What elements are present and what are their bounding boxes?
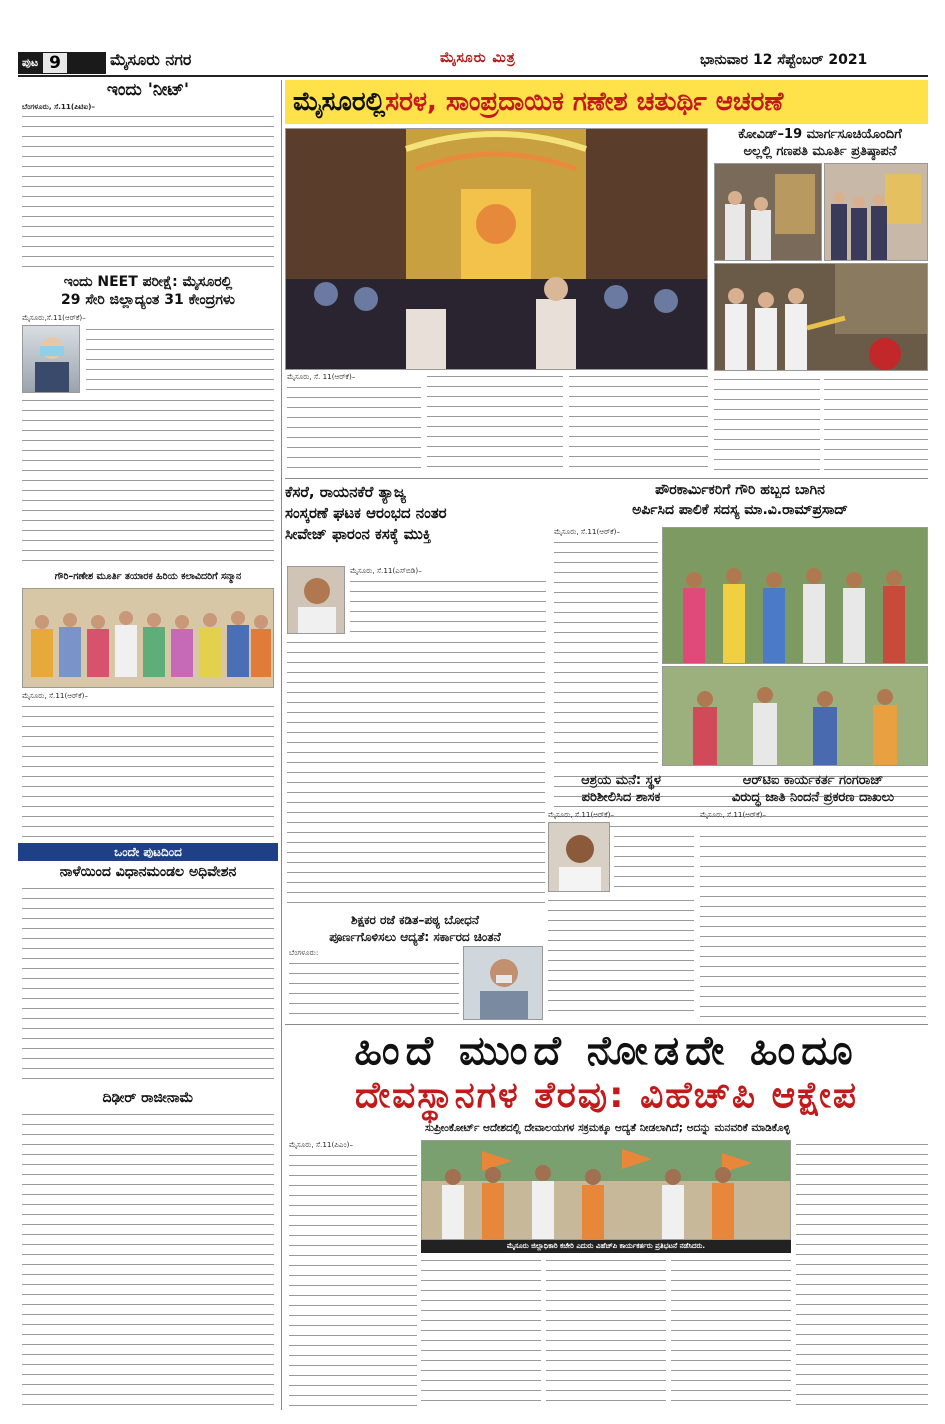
vhp-headline-1: ಹಿಂದೆ ಮುಂದೆ ನೋಡದೇ ಹಿಂದೂ [354,1028,859,1074]
teacher-photo-portrait [464,947,543,1020]
covid-photo-1-scene [715,164,822,261]
covid-headline-1: ಕೋವಿಡ್–19 ಮಾರ್ಗಸೂಚಿಯೊಂದಿಗೆ [738,127,902,142]
covid-photo-2 [824,163,928,261]
vhp-headline-2: ದೇವಸ್ಥಾನಗಳ ತೆರವು: ವಿಹೆಚ್‌ಪಿ ಆಕ್ಷೇಪ [355,1075,858,1116]
pourakarmika-photo-1-scene [663,528,928,664]
vhp-body-2 [421,1256,541,1410]
session-headline: ನಾಳೆಯಿಂದ ವಿಧಾನಮಂಡಲ ಅಧಿವೇಶನ [59,864,237,880]
pourakarmika-photo-2-scene [663,667,928,766]
gauri-headline: ಗೌರಿ–ಗಣೇಶ ಮೂರ್ತಿ ತಯಾರಕ ಹಿರಿಯ ಕಲಾವಿದರಿಗೆ ಸನ್ಮಾನ [54,571,242,582]
kesare-headline-3: ಸೀವೇಜ್ ಫಾರಂನ ಕಸಕ್ಕೆ ಮುಕ್ತಿ [285,525,432,543]
rti-headline-1: ಆರ್‌ಟಿಐ ಕಾರ್ಯಕರ್ತ ಗಂಗರಾಜ್ [742,773,884,788]
pourakarmika-body [554,538,658,664]
covid-body-2 [824,375,928,475]
column-divider [281,80,282,1410]
kesare-body [287,638,545,908]
lead-body-3 [569,372,708,475]
pourakarmika-body-2 [554,668,658,768]
rti-headline-2: ವಿರುದ್ಧ ಜಾತಿ ನಿಂದನೆ ಪ್ರಕರಣ ದಾಖಲು [731,790,895,805]
vhp-subhead: ಸುಪ್ರೀಂಕೋರ್ಟ್ ಆದೇಶದಲ್ಲಿ ದೇವಾಲಯಗಳ ಸಕ್ರಮಕ್ಕೂ ಆದ್ಯತೆ ನೀಡಲಾಗಿದೆ; ಅದನ್ನು ಮನವರಿಕೆ ಮಾಡಿಕೊಳ್ಳಿ [425,1122,790,1134]
lead-body-2 [427,372,563,475]
ashraya-headline-1: ಆಶ್ರಯ ಮನೆ: ಸ್ಥಳ [581,773,661,788]
resign-body [22,1110,274,1410]
covid-headline-2: ಅಲ್ಲಲ್ಲಿ ಗಣಪತಿ ಮೂರ್ತಿ ಪ್ರತಿಷ್ಠಾಪನೆ [743,144,897,159]
neet-article-body [22,112,274,272]
kesare-photo-portrait [288,567,345,634]
teacher-photo [463,946,543,1020]
vhp-photo-scene [422,1141,791,1240]
kesare-headline-2: ಸಂಸ್ಕರಣೆ ಘಟಕ ಆರಂಭದ ನಂತರ [285,504,447,522]
neet-byline: ಬೆಂಗಳೂರು, ಸೆ.11(ಪಿಟಿಐ)– [22,102,96,111]
neet-article [22,102,274,272]
lead-headline [285,80,928,124]
section-divider-1 [285,478,928,479]
header-rule [18,75,928,77]
lead-photo [285,128,708,370]
resign-headline: ದಿಢೀರ್ ರಾಜೀನಾಮೆ [102,1090,194,1106]
teacher-byline: ಬೆಂಗಳೂರು: [289,948,319,957]
vhp-body-3 [546,1256,666,1410]
vhp-body-5 [796,1140,928,1410]
gauri-byline: ಮೈಸೂರು, ಸೆ.11(ಆರ್‌ಕೆ)– [22,691,89,700]
section-divider-2 [285,1024,928,1025]
gauri-photo-figures [23,589,274,688]
neet2-body [22,396,274,564]
page-number-badge [18,52,106,74]
kesare-headline-1: ಕೆಸರೆ, ರಾಯನಕೆರೆ ತ್ಯಾಜ್ಯ [285,483,406,501]
pourakarmika-headline-2: ಅರ್ಪಿಸಿದ ಪಾಲಿಕೆ ಸದಸ್ಯ ಮಾ.ವಿ.ರಾಮ್‌ಪ್ರಸಾದ್ [632,502,848,518]
lead-photo-scene [286,129,708,370]
ashraya-byline: ಮೈಸೂರು, ಸೆ.11(ಆರ್‌ಕೆ)– [548,810,615,819]
kesare-body-side [350,577,546,635]
vhp-photo [421,1140,791,1240]
neet2-headline-2: 29 ಸೇರಿ ಜಿಲ್ಲಾದ್ಯಂತ 31 ಕೇಂದ್ರಗಳು [61,292,235,308]
rti-byline: ಮೈಸೂರು, ಸೆ.11(ಆರ್‌ಕೆ)– [700,810,767,819]
teacher-headline-1: ಶಿಕ್ಷಕರ ರಜೆ ಕಡಿತ–ಪಠ್ಯ ಬೋಧನೆ [351,913,479,927]
kesare-photo [287,566,345,634]
session-body [22,884,274,1086]
rti-body [700,822,926,1020]
neet2-byline: ಮೈಸೂರು,ಸೆ.11(ಆರ್‌ಕೆ)– [22,313,86,322]
page-number: 9 [43,53,67,73]
gauri-body [22,702,274,840]
kesare-byline: ಮೈಸೂರು, ಸೆ.11(ಎಸ್‌ಬಿಡಿ)– [350,566,422,575]
lead-headline-black: ಮೈಸೂರಲ್ಲಿ [293,86,386,117]
teacher-headline-2: ಪೂರ್ಣಗೊಳಿಸಲು ಆದ್ಯತೆ: ಸರ್ಕಾರದ ಚಿಂತನೆ [329,930,501,944]
covid-photo-1 [714,163,822,261]
covid-photo-2-scene [825,164,928,261]
teacher-body [289,959,459,1019]
covid-photo-3 [714,263,928,371]
vhp-body-1 [289,1151,417,1410]
gauri-photo [22,588,274,688]
section-title: ಮೈಸೂರು ನಗರ [110,50,192,69]
neet-photo-figure [23,326,80,393]
neet-headline: ಇಂದು 'ನೀಟ್' [106,80,190,100]
covid-photo-3-scene [715,264,928,371]
continued-band: ಒಂದೇ ಪುಟದಿಂದ [18,843,278,861]
ashraya-photo-portrait [549,823,610,892]
pourakarmika-headline-1: ಪೌರಕಾರ್ಮಿಕರಿಗೆ ಗೌರಿ ಹಬ್ಬದ ಬಾಗಿನ [655,482,825,498]
neet2-headline-1: ಇಂದು NEET ಪರೀಕ್ಷೆ: ಮೈಸೂರಲ್ಲಿ [63,274,233,290]
lead-byline: ಮೈಸೂರು, ಸೆ. 11(ಆರ್‌ಕೆ)– [287,372,356,381]
issue-date: ಭಾನುವಾರ 12 ಸೆಪ್ಟೆಂಬರ್ 2021 [700,52,868,68]
neet2-body-side [86,325,274,393]
lead-headline-red: ಸರಳ, ಸಾಂಪ್ರದಾಯಿಕ ಗಣೇಶ ಚತುರ್ಥಿ ಆಚರಣೆ [385,86,784,117]
masthead: ಮೈಸೂರು ಮಿತ್ರ [440,50,516,66]
pourakarmika-photo-2 [662,666,928,766]
pourakarmika-byline: ಮೈಸೂರು, ಸೆ.11(ಆರ್‌ಕೆ)– [554,527,621,536]
pourakarmika-photo-1 [662,527,928,664]
vhp-body-4 [671,1256,791,1410]
vhp-byline: ಮೈಸೂರು, ಸೆ.11(ಪಿಎಂ)– [289,1140,354,1149]
ashraya-body-side [614,822,694,892]
neet-photo [22,325,80,393]
vhp-photo-caption: ಮೈಸೂರು ಜಿಲ್ಲಾಧಿಕಾರಿ ಕಚೇರಿ ಎದುರು ವಿಹೆಚ್‌ಪಿ ಕಾರ್ಯಕರ್ತರು ಪ್ರತಿಭಟನೆ ನಡೆಸಿದರು. [421,1240,791,1253]
ashraya-photo [548,822,610,892]
covid-body-1 [714,375,820,475]
page-label: ಪುಟ [22,56,39,69]
lead-body-1 [287,383,421,475]
ashraya-body [548,896,694,1020]
ashraya-headline-2: ಪರಿಶೀಲಿಸಿದ ಶಾಸಕ [581,790,661,805]
